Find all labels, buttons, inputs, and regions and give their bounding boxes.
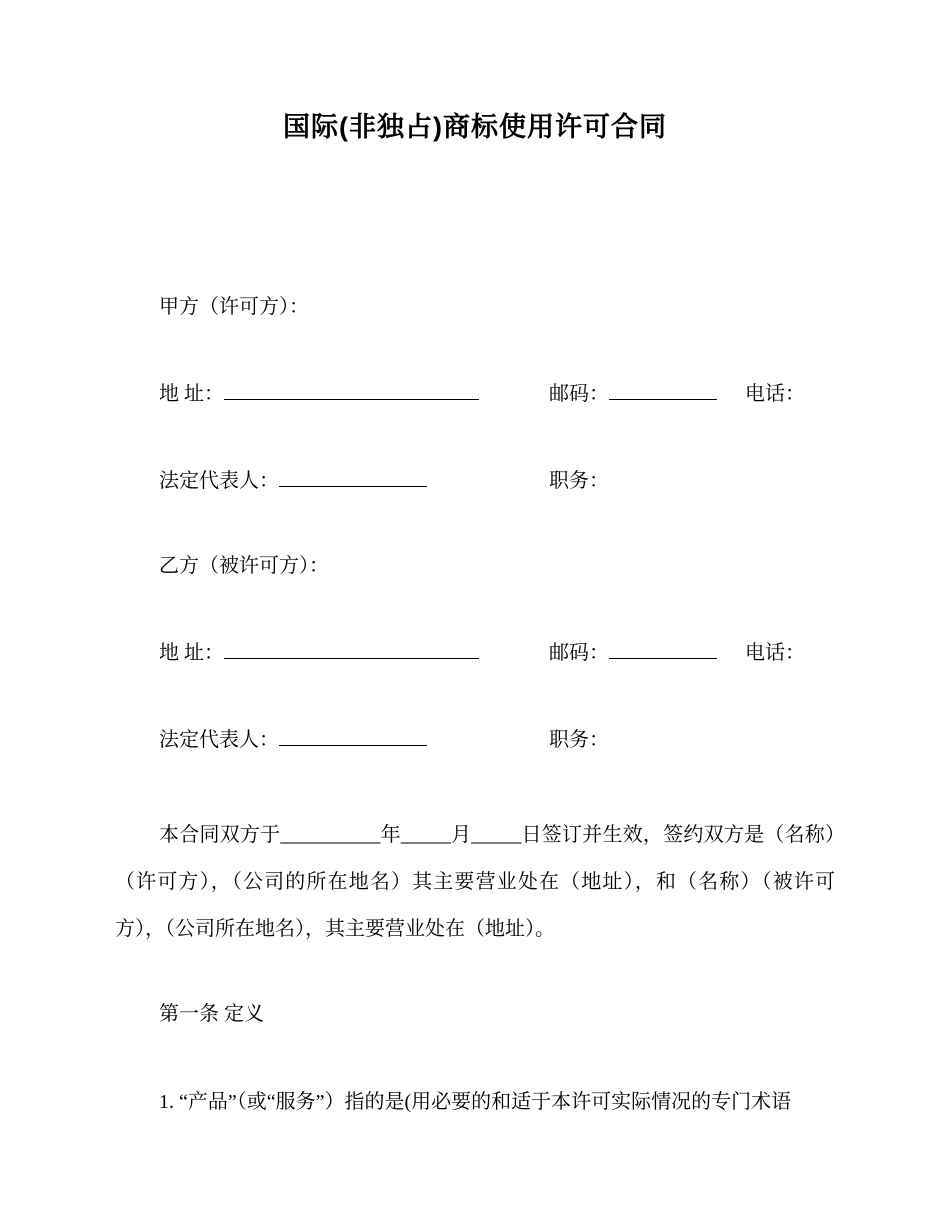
party-b-heading: 乙方（被许可方）： — [159, 555, 329, 577]
party-a-legal-rep-blank-field — [279, 466, 427, 487]
party-a-heading-row — [115, 294, 835, 320]
party-b-zip-blank-field — [609, 638, 717, 659]
phone-label: 电话： — [745, 642, 805, 664]
phone-label: 电话： — [745, 383, 805, 405]
zip-label: 邮码： — [549, 383, 609, 405]
party-a-address-blank-field — [224, 379, 479, 400]
section-one-heading: 第一条 定义 — [159, 1003, 264, 1025]
position-label: 职务： — [549, 729, 609, 751]
party-b-address-row — [115, 638, 835, 666]
party-a-heading: 甲方（许可方）： — [159, 296, 309, 318]
position-label: 职务： — [549, 470, 609, 492]
address-label: 地 址： — [159, 642, 224, 664]
intro-paragraph: 本合同双方于__________年_____月_____日签订并生效，签约双方是（名称）（许可方），（公司的所在地名）其主要营业处在（地址），和（名称）（被许可方），（公司所在地名），其主要营业处在（地址）。 — [115, 824, 835, 940]
party-a-address-segment — [159, 379, 549, 407]
party-b-legal-rep-blank-field — [279, 725, 427, 746]
party-a-legal-rep-segment — [159, 466, 549, 494]
party-b-legal-rep-segment — [159, 725, 549, 753]
party-a-address-row — [115, 379, 835, 407]
party-b-address-blank-field — [224, 638, 479, 659]
party-a-legal-rep-row — [115, 466, 835, 494]
legal-rep-label: 法定代表人： — [159, 729, 279, 751]
party-b-address-segment — [159, 638, 549, 666]
party-a-zip-blank-field — [609, 379, 717, 400]
address-label: 地 址： — [159, 383, 224, 405]
party-b-legal-rep-row — [115, 725, 835, 753]
section-one-item-1: 1. “产品”（或“服务”）指的是(用必要的和适于本许可实际情况的专门术语 — [159, 1091, 792, 1113]
legal-rep-label: 法定代表人： — [159, 470, 279, 492]
page-title: 国际(非独占)商标使用许可合同 — [283, 112, 667, 142]
party-b-heading-row — [115, 553, 835, 579]
zip-label: 邮码： — [549, 642, 609, 664]
